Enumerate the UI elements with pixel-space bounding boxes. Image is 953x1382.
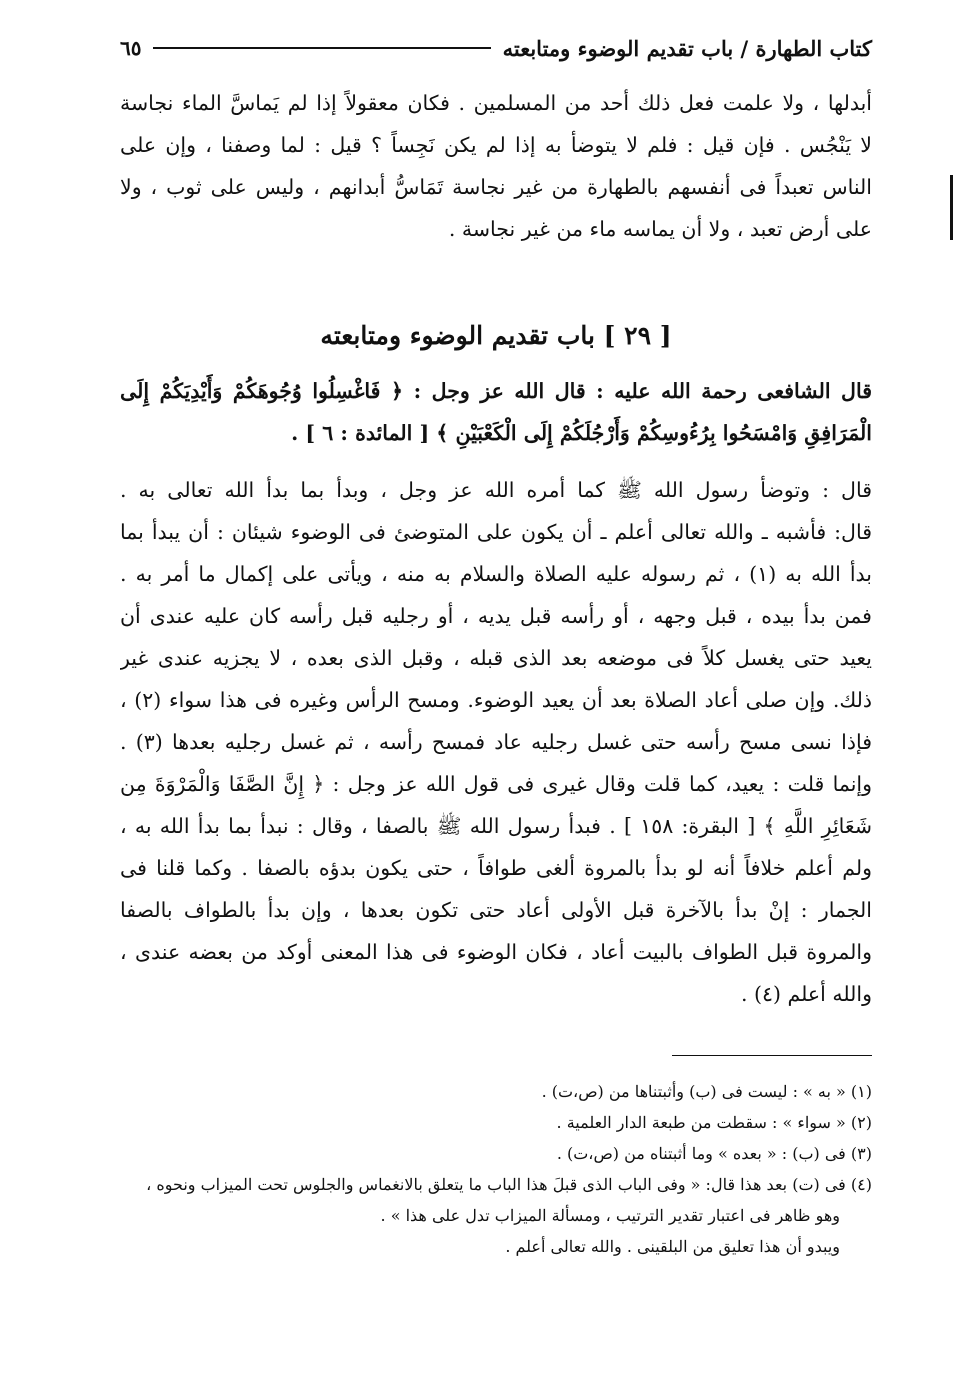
body-line: وإنما قلت : يعيد، كما قلت وقال غيرى فى قول الله عز وجل : ﴿ إِنَّ الصَّفَا وَالْمَرْوَةَ مِن	[120, 772, 872, 796]
footnote-editor-note: ويبدو أن هذا تعليق من البلقينى . والله تعالى أعلم .	[505, 1237, 840, 1256]
footnotes	[120, 1076, 872, 1262]
body-line: بدأ الله به (١) ، ثم رسوله عليه الصلاة والسلام به منه ، ويأتى على إكمال ما أمر به .	[120, 562, 872, 586]
body-line: فإذا نسى مسح رأسه حتى غسل رجليه عاد فمسح رأسه ، ثم غسل رجليه بعدها (٣) .	[120, 730, 872, 754]
footnote-separator	[672, 1055, 872, 1056]
intro-line: أبدلها ، ولا علمت فعل ذلك أحد من المسلمين . فكان معقولاً إذا لم يَماسَّ الماء نجاسة	[120, 91, 872, 115]
body-line: والله أعلم (٤) .	[740, 982, 872, 1006]
running-header	[120, 30, 872, 66]
quote-line: الْمَرَافِقِ وَامْسَحُوا بِرُءُوسِكُمْ وَأَرْجُلَكُمْ إِلَى الْكَعْبَيْنِ ﴾ [ المائدة : ٦ ] .	[291, 421, 872, 445]
chapter-title: [ ٢٩ ] باب تقديم الوضوء ومتابعته	[320, 321, 672, 350]
footnote-1: (١) « به » : ليست فى (ب) وأثبتناها من (ص،ت) .	[541, 1082, 872, 1101]
main-text	[120, 469, 872, 1015]
body-line: قال : وتوضأ رسول الله ﷺ كما أمره الله عز وجل ، وبدأ بما بدأ الله تعالى به .	[120, 478, 872, 502]
intro-line: الناس تعبداً فى أنفسهم بالطهارة من غير نجاسة تَمَاسُّ أبدانهم ، وليس على ثوب ، ولا	[120, 175, 872, 199]
body-line: شَعَائِرِ اللَّهِ ﴾ [ البقرة: ١٥٨ ] . فبدأ رسول الله ﷺ بالصفا ، وقال : نبدأ بما بدأ الله به ،	[120, 814, 872, 838]
body-line: يعيد حتى يغسل كلاً فى موضعه بعد الذى قبله ، وقبل الذى بعده ، لا يجزيه عندى غير	[120, 646, 872, 670]
footnote-3: (٣) فى (ب) : « بعده » وما أثبتناه من (ص،ت) .	[556, 1144, 872, 1163]
body-line: ذلك. وإن صلى أعاد الصلاة بعد أن يعيد الوضوء. ومسح الرأس وغيره فى هذا سواء (٢) ،	[120, 688, 872, 712]
intro-line: على أرض تعبد ، ولا أن يماسه ماء من غير نجاسة .	[448, 217, 872, 241]
body-line: ولم أعلم خلافاً أنه لو بدأ بالمروة ألغى طوافاً ، حتى يكون بدؤه بالصفا . وكما قلنا فى	[120, 856, 872, 880]
footnote-4-continuation: وهو ظاهر فى اعتبار تقدير الترتيب ، ومسألة الميزاب تدل على هذا » .	[380, 1206, 840, 1225]
header-rule	[153, 47, 490, 49]
body-line: قال: فأشبه ـ والله تعالى أعلم ـ أن يكون على المتوضئ فى الوضوء شيئان : أن يبدأ بما	[120, 520, 872, 544]
intro-paragraph	[120, 82, 872, 250]
page-number: ٦٥	[120, 36, 142, 60]
header-title: كتاب الطهارة / باب تقديم الوضوء ومتابعته	[502, 35, 872, 61]
footnote-4: (٤) فى (ت) بعد هذا قال: « وفى الباب الذى قبلَ هذا الباب ما يتعلق بالانغماس والجلوس تحت الميزاب ونحوه ،	[146, 1175, 872, 1194]
body-line: الجمار : إنْ بدأ بالآخرة قبل الأولى أعاد حتى تكون بعدها ، وإن بدأ بالطواف بالصفا	[120, 898, 872, 922]
footnote-2: (٢) « سواء » : سقطت من طبعة الدار العلمية .	[556, 1113, 872, 1132]
intro-line: لا يَنْجُس . فإن قيل : فلم لا يتوضأ به إذا لم يكن نَجِساً ؟ قيل : لما وصفنا ، وإن على	[120, 133, 872, 157]
body-line: والمروة قبل الطواف بالبيت أعاد ، فكان الوضوء فى هذا المعنى أوكد من بعضه عندى ،	[120, 940, 872, 964]
body-line: فمن بدأ بيده ، قبل وجهه ، أو رأسه قبل يديه ، أو رجليه قبل رأسه كان عليه عندى أن	[120, 604, 872, 628]
quote-line: قال الشافعى رحمة الله عليه : قال الله عز وجل : ﴿ فَاغْسِلُوا وُجُوهَكُمْ وَأَيْدِيَكُمْ إِلَى	[120, 379, 872, 403]
quran-quote	[120, 370, 872, 454]
